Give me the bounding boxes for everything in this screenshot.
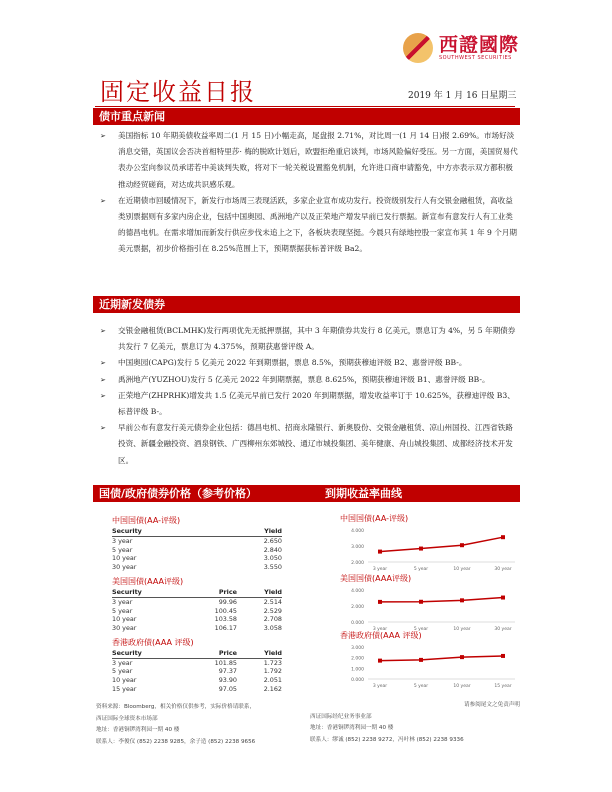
data-point xyxy=(378,550,382,554)
table-row xyxy=(112,537,282,546)
table-cell: 2.650 xyxy=(263,537,282,545)
table-title: 美国国债(AAA评级) xyxy=(112,576,184,586)
x-tick-label: 3 year xyxy=(372,567,388,572)
bond-price-tables xyxy=(112,515,282,697)
contacts: 联系人：缪诚 (852) 2238 9272，冯叶林 (852) 2238 9336 xyxy=(310,736,464,743)
series-line xyxy=(380,537,503,551)
table-cell: 97.37 xyxy=(218,667,237,676)
bond-table xyxy=(112,637,282,694)
data-point xyxy=(460,655,464,659)
new-bonds-list xyxy=(100,323,520,469)
table-cell: 1.792 xyxy=(263,667,282,676)
section-header-new-bonds: 近期新发债券 xyxy=(93,296,520,313)
table-header xyxy=(112,649,282,659)
list-item: ➢ 交银金融租赁(BCLMHK)发行两项优先无抵押票据，其中 3 年期债券共发行 8 亿美元，票息订为 4%，另 5 年期债券共发行 7 亿美元，票息订为 4.375%，预期获惠誉评级 A。 xyxy=(100,323,520,355)
list-item: ➢ 美国指标 10 年期美债收益率周二(1 月 15 日)小幅走高，尾盘报 2.71%，对比周一(1 月 14 日)报 2.69%。市场好淡消息交错，英国议会否决首相特里莎· 梅的脱欧计划后，欧盟拒绝重启谈判，市场风险偏好受压。另一方面，美国贸易代表办公室向参议员承诺若中美谈判失败，将对下一轮关税设置豁免机制，允许进口商申请豁免，中方亦表示双方都积极推动经贸磋商，对达成共识感乐观。 xyxy=(100,128,520,193)
table-cell: 100.45 xyxy=(214,606,237,615)
x-tick-label: 5 year xyxy=(413,684,429,689)
table-cell: 10 year xyxy=(112,554,137,563)
series-line xyxy=(380,656,503,661)
table-cell: 10 year xyxy=(112,676,137,685)
chart-title: 香港政府债(AAA 评级) xyxy=(340,631,422,640)
section-header-prices xyxy=(93,485,520,502)
footer-right xyxy=(310,700,520,746)
table-cell: 3 year xyxy=(112,537,133,545)
y-tick-label: 0.000 xyxy=(351,678,364,683)
brand-name-cn: 西證國際 xyxy=(439,34,520,56)
x-tick-label: 5 year xyxy=(413,567,429,572)
column-header: Price xyxy=(218,587,237,596)
column-header: Price xyxy=(218,648,237,657)
table-cell: 99.96 xyxy=(218,597,237,606)
table-cell: 101.85 xyxy=(214,658,237,667)
table-cell: 2.051 xyxy=(263,676,282,685)
data-point xyxy=(460,598,464,602)
bond-table xyxy=(112,576,282,633)
x-tick-label: 10 year xyxy=(453,627,471,632)
table-cell: 106.17 xyxy=(214,623,237,632)
table-title: 香港政府债(AAA 评级) xyxy=(112,637,194,647)
contacts: 联系人：李俊仪 (852) 2238 9285，余子造 (852) 2238 9656 xyxy=(96,738,256,745)
x-tick-label: 3 year xyxy=(372,627,388,632)
table-cell xyxy=(187,563,237,572)
y-tick-label: 4.000 xyxy=(351,589,364,594)
table-row xyxy=(112,598,282,607)
data-point xyxy=(419,658,423,662)
data-point xyxy=(501,535,505,539)
report-date: 2019 年 1 月 16 日星期三 xyxy=(408,91,517,101)
data-point xyxy=(419,547,423,551)
curves-heading: 到期收益率曲线 xyxy=(325,487,402,500)
table-cell: 30 year xyxy=(112,563,137,572)
table-cell: 5 year xyxy=(112,667,133,676)
table-cell: 2.840 xyxy=(263,545,282,554)
list-item: ➢ 正荣地产(ZHPRHK)增发共 1.5 亿美元早前已发行 2020 年到期票据，增发收益率订于 10.625%，获穆迪评级 B3、标普评级 B-。 xyxy=(100,388,520,420)
x-tick-label: 10 year xyxy=(453,684,471,689)
page-title: 固定收益日报 xyxy=(100,78,256,106)
yield-curve-chart xyxy=(340,630,520,695)
data-point xyxy=(378,600,382,604)
data-point xyxy=(501,654,505,658)
table-cell xyxy=(187,537,237,546)
prices-heading: 国债/政府债券价格（参考价格） xyxy=(99,487,258,500)
table-row xyxy=(112,667,282,676)
table-cell: 30 year xyxy=(112,623,137,632)
data-point xyxy=(378,659,382,663)
x-tick-label: 5 year xyxy=(413,627,429,632)
news-list xyxy=(100,128,520,258)
y-tick-label: 2.000 xyxy=(351,656,364,662)
x-tick-label: 30 year xyxy=(494,627,512,632)
table-cell: 3.050 xyxy=(263,554,282,563)
table-row xyxy=(112,563,282,572)
brand-name-en: SOUTHWEST SECURITIES xyxy=(439,55,512,61)
table-row xyxy=(112,554,282,563)
table-cell: 3.058 xyxy=(263,623,282,632)
address: 地址：香港铜锣湾利园一期 40 楼 xyxy=(310,725,394,731)
section-header-news: 债市重点新闻 xyxy=(93,108,520,125)
column-header: Yield xyxy=(264,648,282,657)
x-tick-label: 15 year xyxy=(494,684,512,689)
table-cell: 103.58 xyxy=(214,615,237,624)
series-line xyxy=(380,598,503,602)
brand-logo xyxy=(403,33,519,63)
table-cell: 15 year xyxy=(112,684,137,693)
address: 地址：香港铜锣湾利园一期 40 楼 xyxy=(96,727,180,733)
x-tick-label: 10 year xyxy=(453,567,471,572)
x-tick-label: 3 year xyxy=(372,684,388,689)
table-cell: 2.529 xyxy=(263,606,282,615)
y-tick-label: 4.000 xyxy=(351,529,364,534)
table-cell: 3.550 xyxy=(263,563,282,572)
table-cell: 10 year xyxy=(112,615,137,624)
table-header xyxy=(112,527,282,537)
table-cell: 93.90 xyxy=(218,676,237,685)
column-header: Yield xyxy=(264,527,282,535)
column-header xyxy=(187,527,237,536)
table-cell: 2.514 xyxy=(263,597,282,606)
table-cell: 2.162 xyxy=(263,684,282,693)
table-cell xyxy=(187,554,237,563)
y-tick-label: 3.000 xyxy=(351,545,364,550)
table-title: 中国国债(AA-评级) xyxy=(112,516,181,525)
table-header xyxy=(112,588,282,598)
chart-title: 美国国债(AAA评级) xyxy=(340,574,412,583)
data-point xyxy=(419,600,423,604)
table-cell: 3 year xyxy=(112,658,133,667)
table-row xyxy=(112,624,282,633)
table-row xyxy=(112,676,282,685)
data-point xyxy=(460,543,464,547)
table-cell: 5 year xyxy=(112,545,133,554)
y-tick-label: 2.000 xyxy=(351,605,364,610)
table-cell: 2.708 xyxy=(263,615,282,624)
table-cell: 97.05 xyxy=(218,684,237,693)
table-row xyxy=(112,607,282,616)
source-note: 资料来源：Bloomberg，相关价格仅供参考，实际价格请联系， xyxy=(96,704,256,710)
yield-curve-chart xyxy=(340,513,520,578)
footer-left xyxy=(96,702,255,748)
chart-title: 中国国债(AA-评级) xyxy=(340,514,409,523)
y-tick-label: 3.000 xyxy=(351,646,364,651)
table-row xyxy=(112,546,282,555)
title-divider xyxy=(95,106,515,107)
y-tick-label: 0.000 xyxy=(351,621,364,626)
x-tick-label: 30 year xyxy=(494,567,512,572)
list-item: ➢ 禹洲地产(YUZHOU)发行 5 亿美元 2022 年到期票据，票息 8.625%，预期获穆迪评级 B1、惠誉评级 BB-。 xyxy=(100,372,520,388)
list-item: ➢ 在近期债市回暖情况下，新发行市场周三表现活跃，多家企业宣布成功发行。投资级别发行人有交银金融租赁，高收益类别票据则有多家内房企业，包括中国奥园、禹洲地产以及正荣地产增发早前已发行票据。新宣布有意发行人有工业类的德昌电机。在需求增加而新发行供应步伐未追上之下，各板块表现坚挺。今晨只有绿地控股一家宣布其 1 年 9 个月期美元票据，初步价格指引在 8.25%范围上下，预期票据获标普评级 Ba2。 xyxy=(100,193,520,258)
table-cell xyxy=(187,546,237,555)
table-row xyxy=(112,615,282,624)
y-tick-label: 2.000 xyxy=(351,561,364,566)
data-point xyxy=(501,596,505,600)
column-header: Security xyxy=(112,587,142,596)
y-tick-label: 1.000 xyxy=(351,667,364,673)
table-cell: 1.723 xyxy=(263,658,282,667)
table-cell: 5 year xyxy=(112,606,133,615)
table-row xyxy=(112,685,282,694)
column-header: Yield xyxy=(264,587,282,596)
bond-table xyxy=(112,515,282,572)
disclaimer-note: 请参阅尾文之免责声明 xyxy=(464,702,520,708)
column-header: Security xyxy=(112,648,142,657)
list-item: ➢ 早前公布有意发行美元债券企业包括：德昌电机、招商永隆银行、新奥股份、交银金融租赁、凉山州国投、江西省铁路投资、新疆金融投资、酒泉钢铁、广西柳州东郊城投、通辽市城投集团、美年健康、舟山城投集团、成都经济技术开发区。 xyxy=(100,420,520,469)
table-cell: 3 year xyxy=(112,597,133,606)
list-item: ➢ 中国奥园(CAPG)发行 5 亿美元 2022 年到期票据，票息 8.5%，预期获穆迪评级 B2、惠誉评级 BB-。 xyxy=(100,355,520,371)
yield-curve-chart xyxy=(340,573,520,638)
table-row xyxy=(112,659,282,668)
dept-name: 西证国际经纪业务事业部 xyxy=(310,713,372,720)
column-header: Security xyxy=(112,527,142,535)
dept-name: 西证国际全球资本市场部 xyxy=(96,715,158,722)
logo-mark-icon xyxy=(403,33,433,63)
